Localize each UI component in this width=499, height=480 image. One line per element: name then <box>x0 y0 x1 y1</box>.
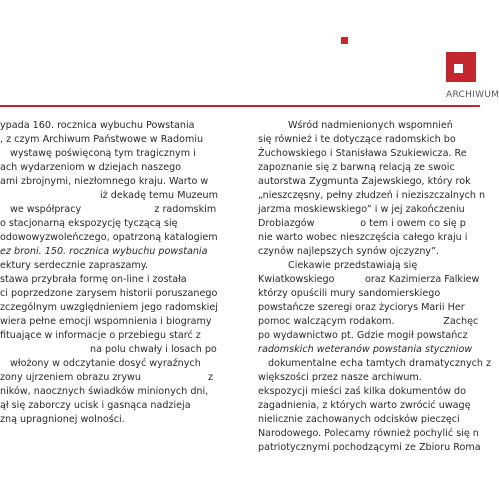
text-line: we współpracy z radomskim <box>10 204 217 215</box>
header-rule <box>0 105 480 107</box>
text-line: większości przez nasze archiwum. <box>258 372 422 383</box>
text-line: ami zbrojnymi, niezłomnego kraju. Warto w <box>0 176 209 187</box>
text-line: nie warto wobec nieszczęścia całego kraju i <box>258 232 468 243</box>
accent-square <box>341 37 348 44</box>
text-line: po wydawnictwo pt. Gdzie mogił powstańcz <box>258 330 468 341</box>
archive-logo <box>446 52 480 86</box>
text-line: wystawę poświęconą tym tragicznym i <box>10 148 196 159</box>
text-line: zczególnym uwzględnieniem jego radomskiej <box>0 302 218 313</box>
text-line: się również i te dotyczące radomskich bo <box>258 134 456 145</box>
text-line: „nieszczęsny, pełny złudzeń i nieziszczalnych n <box>258 190 486 201</box>
text-line: czynów najlepszych synów ojczyzny”. <box>258 246 440 257</box>
text-line: ników, naocznych świadków minionych dni, <box>0 386 209 397</box>
text-line: zagadnienia, z których warto zwrócić uwagę <box>258 400 471 411</box>
text-line: zony ujrzeniem obrazu zrywu z <box>0 372 214 383</box>
text-line: Ciekawie przedstawiają się <box>288 260 418 271</box>
text-line: na polu chwały i losach po <box>90 344 217 355</box>
text-line: ach wydarzeniom w dziejach naszego <box>0 162 182 173</box>
text-line: odowowyzwoleńczego, opatrzoną katalogiem <box>0 232 218 243</box>
text-line: radomskich weteranów powstania styczniow <box>258 344 473 355</box>
text-line: zną upragnionej wolności. <box>0 414 125 425</box>
text-line: ci poprzedzone zarysem historii poruszanego <box>0 288 218 299</box>
text-line: jarzma moskiewskiego” i w jej zakończeniu <box>258 204 465 215</box>
text-line: ekspozycji mieści zaś kilka dokumentów do <box>258 386 466 397</box>
text-line: ektury serdecznie zapraszamy. <box>0 260 149 271</box>
text-line: fituające w informacje o przebiegu starć z <box>0 330 201 341</box>
text-line: ez broni. 150. rocznica wybuchu powstania <box>0 246 208 257</box>
text-line: Żuchowskiego i Stanisława Szukiewicza. Re <box>258 148 467 159</box>
text-line: o stacjonarną ekspozycję tyczącą się <box>0 218 178 229</box>
text-line: Wśród nadmienionych wspomnień <box>288 120 453 131</box>
text-line: , z czym Archiwum Państwowe w Radomiu <box>0 134 204 145</box>
logo-square-icon <box>446 52 476 82</box>
text-line: Drobiazgów o tem i owem co się p <box>258 218 466 229</box>
text-line: nielicznie zachowanych odcisków pieczęci <box>258 414 460 425</box>
text-line: iż dekadę temu Muzeum <box>100 190 218 201</box>
text-line: wiera pełne emocji wspomnienia i biogramy <box>0 316 212 327</box>
text-line: dokumentalne echa tamtych dramatycznych z <box>268 358 492 369</box>
text-line: powstańcze szeregi oraz życiorys Marii Her <box>258 302 465 313</box>
text-line: włożony w odczytanie dosyć wyraźnych <box>10 358 201 369</box>
left-text-column <box>0 119 236 427</box>
text-line: którzy opuścili mury sandomierskiego <box>258 288 441 299</box>
text-line: stawa przybrała formę on-line i została <box>0 274 187 285</box>
text-line: ął się zaborczy ucisk i gasnąca nadzieja <box>0 400 191 411</box>
text-line: pomoc walczącym rodakom. Zachęc <box>258 316 479 327</box>
right-text-column <box>258 119 492 455</box>
text-line: patriotycznymi pochodzącymi ze Zbioru Roma <box>258 442 481 453</box>
logo-text: ARCHIWUM <box>446 90 499 100</box>
text-line: ypada 160. rocznica wybuchu Powstania <box>0 120 195 131</box>
text-line: Narodowego. Polecamy również pochylić się n <box>258 428 479 439</box>
text-line: zapoznanie się z barwną relacją ze swoic <box>258 162 455 173</box>
logo-inner-square <box>454 64 463 73</box>
text-line: autorstwa Zygmunta Zajewskiego, który rok <box>258 176 471 187</box>
text-line: Kwiatkowskiego oraz Kazimierza Falkiew <box>258 274 480 285</box>
